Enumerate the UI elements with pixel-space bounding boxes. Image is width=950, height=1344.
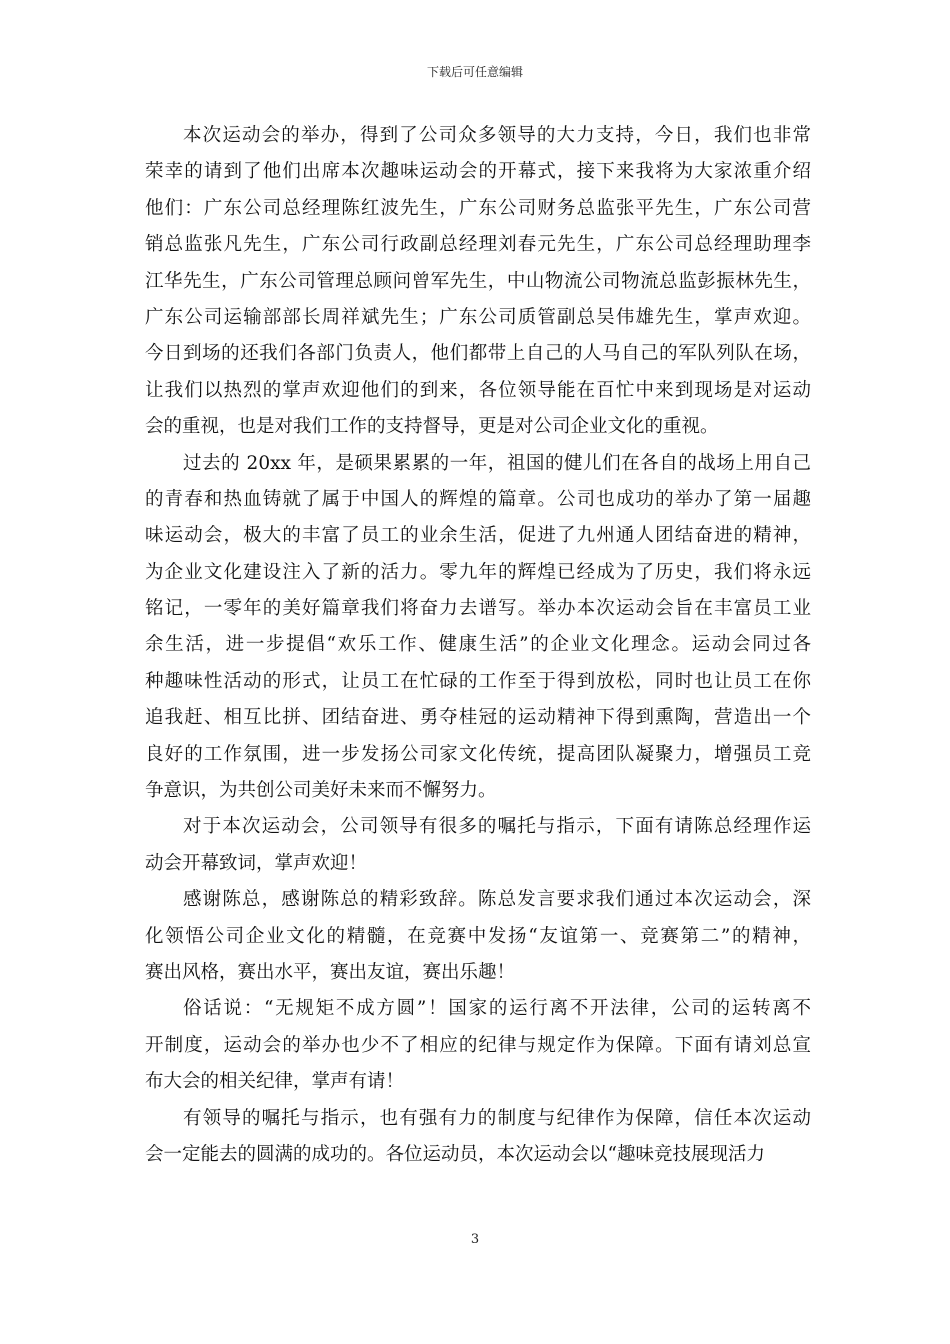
text-line: 感谢陈总，感谢陈总的精彩致辞。陈总发言要求我们通过本次运动会，深 — [183, 889, 811, 911]
paragraph — [145, 446, 811, 810]
text-line: 会的重视，也是对我们工作的支持督导，更是对公司企业文化的重视。 — [145, 416, 719, 438]
page-number: 3 — [470, 1232, 480, 1247]
paragraph — [145, 118, 811, 446]
text-line: 味运动会，极大的丰富了员工的业余生活，促进了九州通人团结奋进的精神， — [145, 525, 811, 547]
paragraph — [145, 1101, 811, 1174]
text-line: 今日到场的还我们各部门负责人，他们都带上自己的人马自己的军队列队在场， — [145, 343, 811, 365]
text-line: 让我们以热烈的掌声欢迎他们的到来，各位领导能在百忙中来到现场是对运动 — [145, 379, 811, 401]
paragraph — [145, 809, 811, 882]
text-line: 赛出风格，赛出水平，赛出友谊，赛出乐趣！ — [145, 961, 516, 983]
text-line: 铭记，一零年的美好篇章我们将奋力去谱写。举办本次运动会旨在丰富员工业 — [145, 598, 811, 620]
paragraph — [145, 882, 811, 991]
text-line: 种趣味性活动的形式，让员工在忙碌的工作至于得到放松，同时也让员工在你 — [145, 670, 811, 692]
text-line: 江华先生，广东公司管理总顾问曾军先生，中山物流公司物流总监彭振林先生， — [145, 270, 811, 292]
text-line: 化领悟公司企业文化的精髓，在竞赛中发扬“友谊第一、竞赛第二”的精神， — [145, 925, 811, 947]
text-line: 追我赶、相互比拼、团结奋进、勇夺桂冠的运动精神下得到熏陶，营造出一个 — [145, 707, 811, 729]
text-line: 本次运动会的举办，得到了公司众多领导的大力支持，今日，我们也非常 — [183, 125, 811, 146]
text-line: 销总监张凡先生，广东公司行政副总经理刘春元先生，广东公司总经理助理李 — [145, 234, 811, 256]
text-line: 他们：广东公司总经理陈红波先生，广东公司财务总监张平先生，广东公司营 — [145, 197, 811, 219]
text-line: 布大会的相关纪律，掌声有请！ — [145, 1071, 405, 1093]
text-line: 开制度，运动会的举办也少不了相应的纪律与规定作为保障。下面有请刘总宣 — [145, 1034, 811, 1056]
text-line: 会一定能去的圆满的成功的。各位运动员，本次运动会以“趣味竞技展现活力 — [145, 1143, 765, 1165]
text-line: 广东公司运输部部长周祥斌先生；广东公司质管副总吴伟雄先生，掌声欢迎。 — [145, 306, 811, 328]
paragraph — [145, 991, 811, 1100]
text-line: 有领导的嘱托与指示，也有强有力的制度与纪律作为保障，信任本次运动 — [183, 1107, 811, 1129]
text-line: 为企业文化建设注入了新的活力。零九年的辉煌已经成为了历史，我们将永远 — [145, 561, 811, 583]
text-line: 的青春和热血铸就了属于中国人的辉煌的篇章。公司也成功的举办了第一届趣 — [145, 488, 811, 510]
text-line: 俗话说：“无规矩不成方圆”！国家的运行离不开法律，公司的运转离不 — [183, 998, 811, 1020]
text-line: 荣幸的请到了他们出席本次趣味运动会的开幕式，接下来我将为大家浓重介绍 — [145, 161, 811, 183]
document-body — [145, 118, 811, 1173]
text-line: 动会开幕致词，掌声欢迎！ — [145, 852, 368, 874]
text-line: 良好的工作氛围，进一步发扬公司家文化传统，提高团队凝聚力，增强员工竞 — [145, 743, 811, 765]
text-line: 过去的 20xx 年，是硕果累累的一年，祖国的健儿们在各自的战场上用自己 — [183, 452, 811, 474]
page-header: 下载后可任意编辑 — [426, 65, 523, 79]
text-line: 对于本次运动会，公司领导有很多的嘱托与指示，下面有请陈总经理作运 — [183, 816, 811, 838]
text-line: 争意识，为共创公司美好未来而不懈努力。 — [145, 780, 497, 802]
text-line: 余生活，进一步提倡“欢乐工作、健康生活”的企业文化理念。运动会同过各 — [145, 634, 811, 656]
